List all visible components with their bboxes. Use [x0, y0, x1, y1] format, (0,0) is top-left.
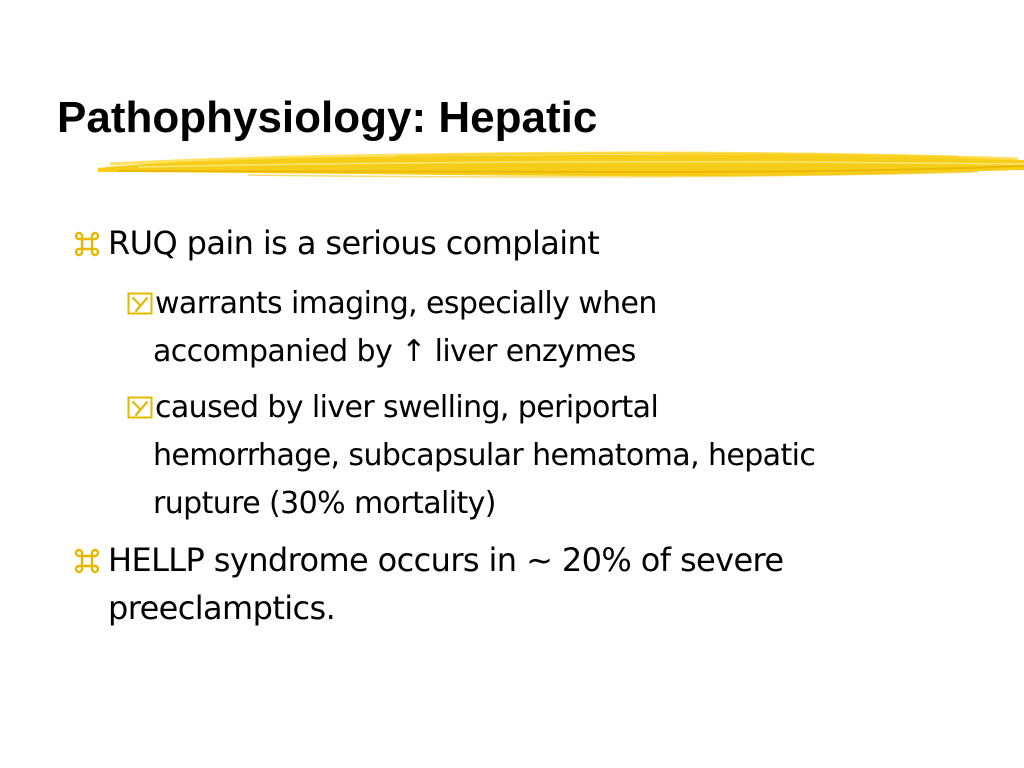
slide-title: Pathophysiology: Hepatic — [57, 93, 598, 142]
sub-bullet-text-line1: caused by liver swelling, periportal — [155, 390, 659, 425]
sub-bullet-warrants-imaging — [153, 280, 988, 376]
command-key-icon — [72, 229, 102, 259]
checkbox-y-icon — [127, 292, 153, 315]
sub-bullet-caused-by — [153, 384, 988, 528]
bullet-text-line2: preeclamptics. — [108, 589, 336, 627]
bullet-text: RUQ pain is a serious complaint — [108, 224, 600, 262]
sub-bullet-text-line3: rupture (30% mortality) — [153, 486, 496, 521]
bullet-item-hellp — [108, 536, 988, 632]
command-key-icon — [72, 546, 102, 576]
sub-bullet-text-line1: warrants imaging, especially when — [155, 286, 657, 321]
bullet-text-line1: HELLP syndrome occurs in ~ 20% of severe — [108, 541, 784, 579]
checkbox-y-icon — [127, 396, 153, 419]
sub-bullet-text-line2: hemorrhage, subcapsular hematoma, hepatic — [153, 438, 816, 473]
title-underline-brush-stroke — [98, 144, 1024, 188]
bullet-item-ruq-pain — [108, 219, 988, 267]
sub-bullet-text-line2-suffix: liver enzymes — [425, 334, 636, 369]
sub-bullet-text-line2-prefix: accompanied by — [153, 334, 402, 369]
up-arrow-symbol: ↑ — [401, 334, 426, 369]
